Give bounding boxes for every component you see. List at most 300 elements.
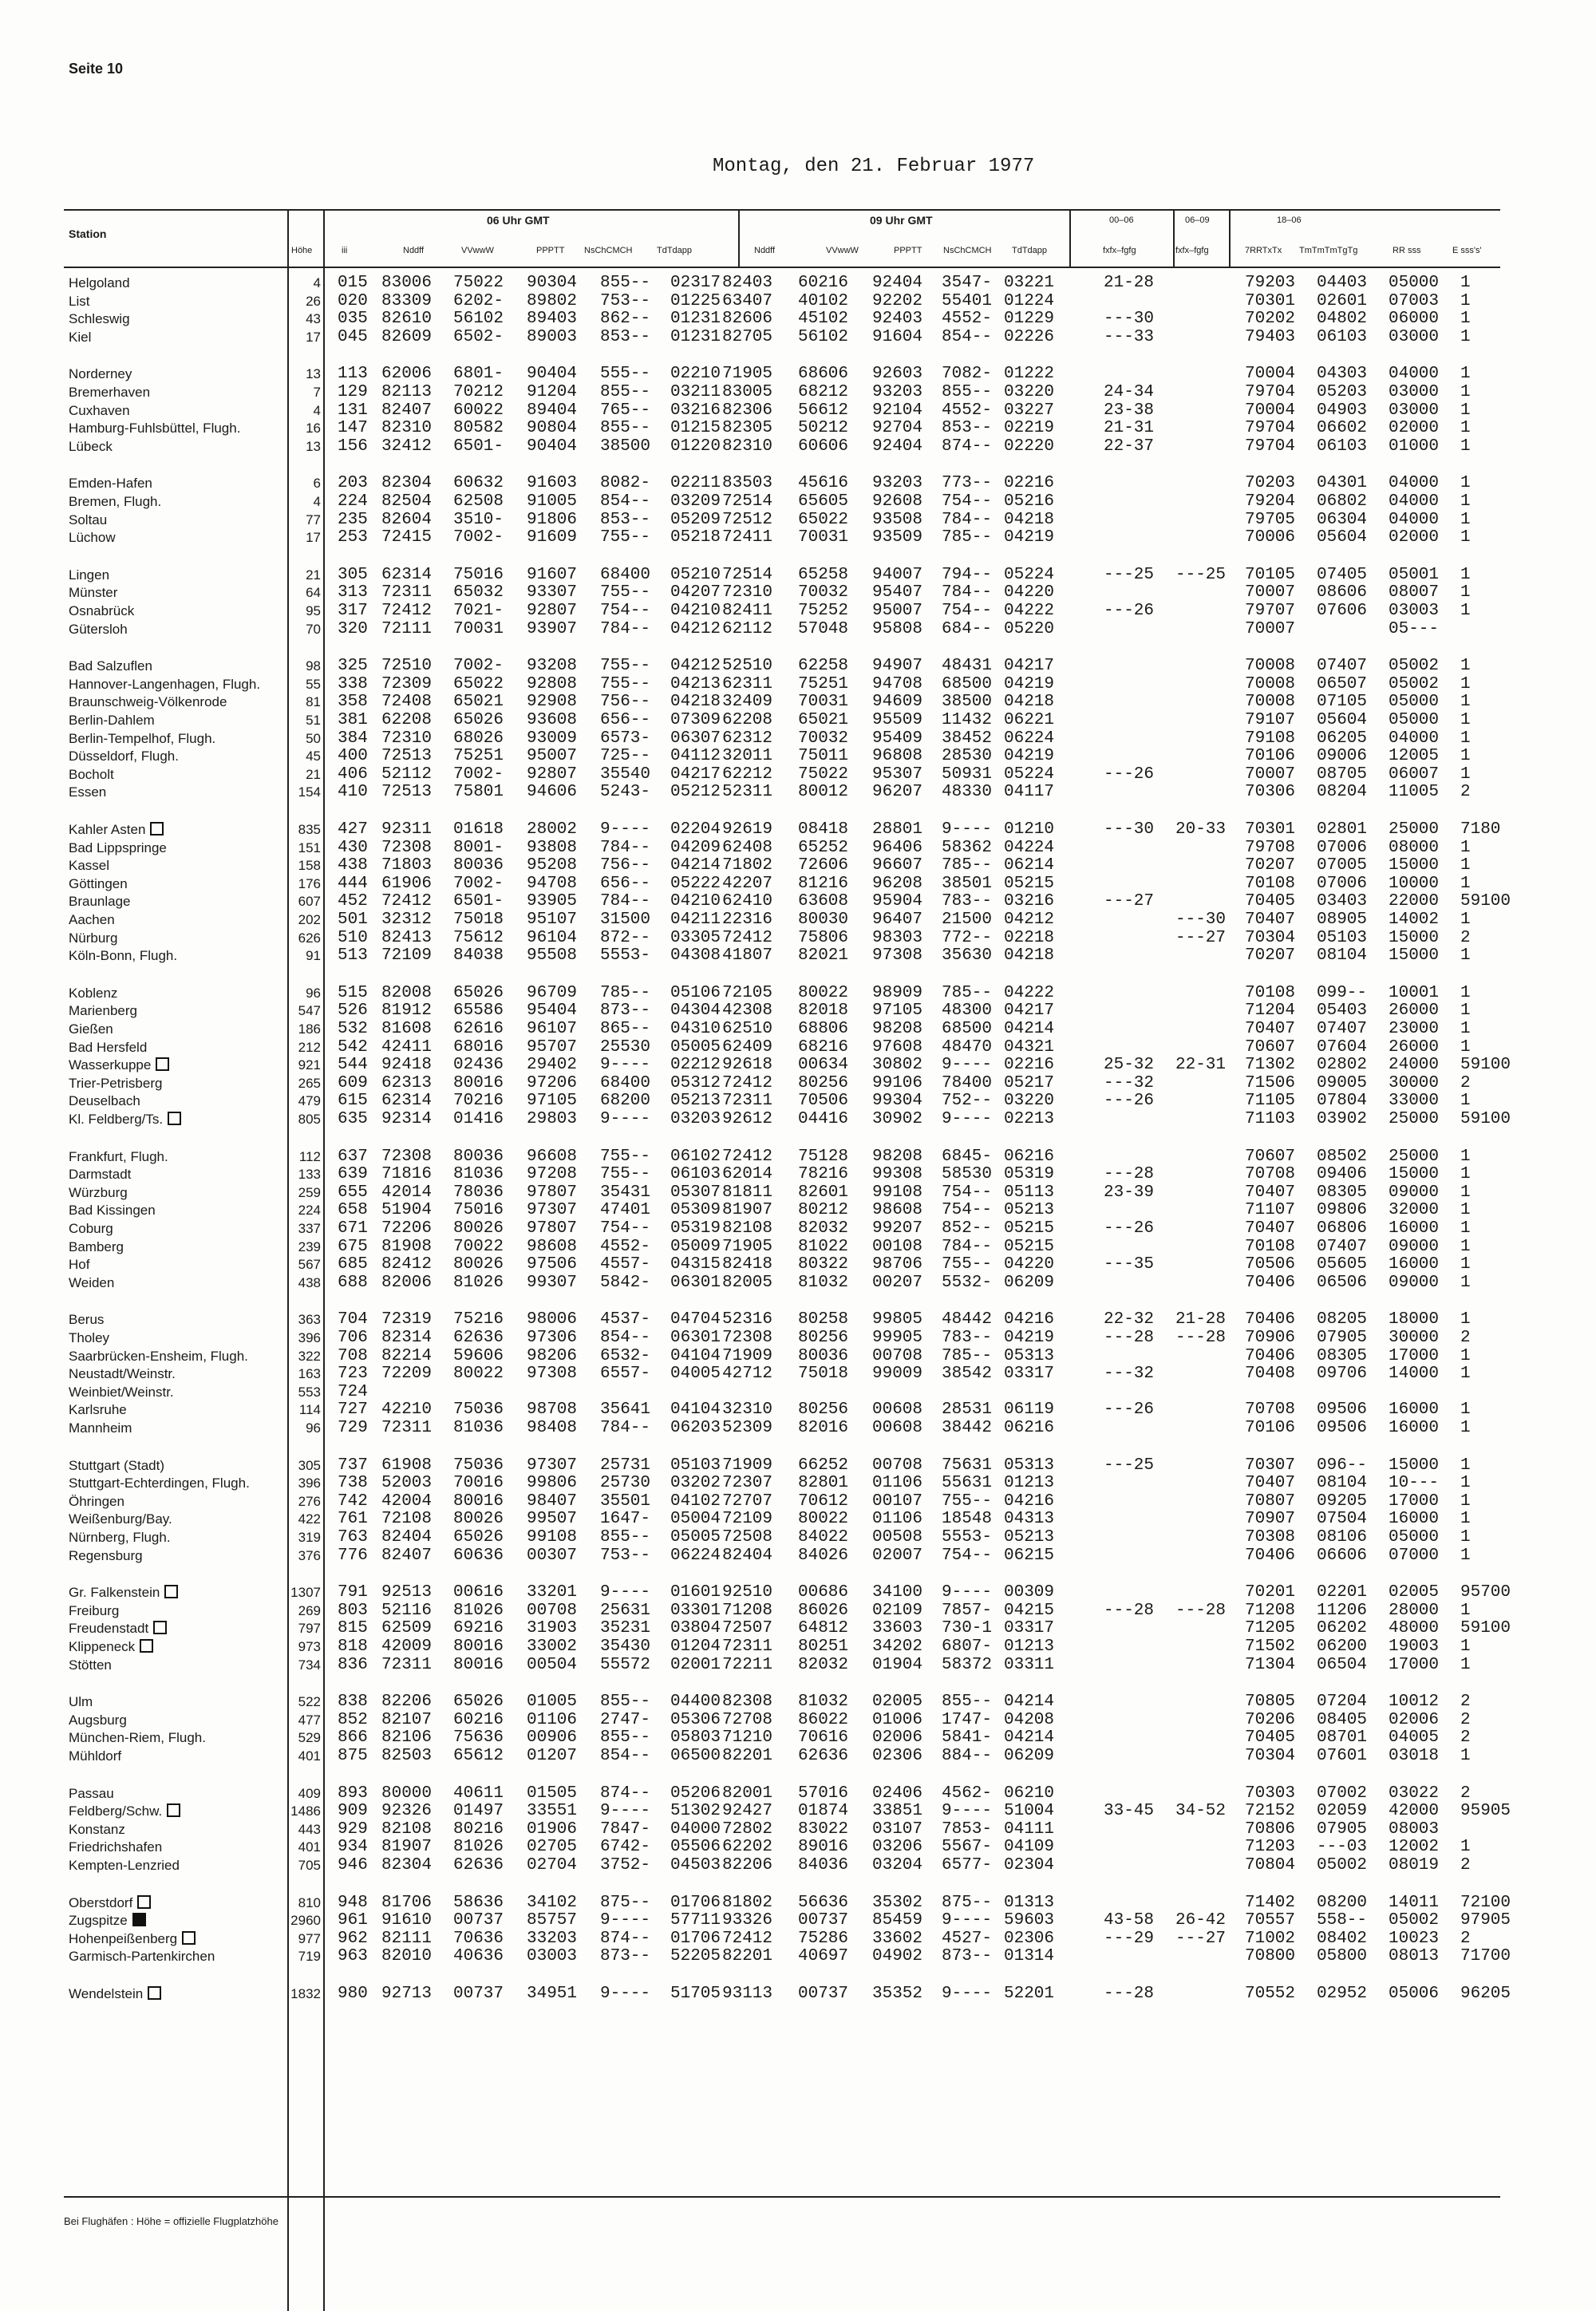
obs-cell: 82113 — [381, 383, 433, 401]
station-label: Bremerhaven — [69, 385, 151, 400]
obs-cell: 72411 — [722, 528, 773, 547]
obs-cell: 01106 — [872, 1510, 923, 1529]
filled-square-icon — [132, 1913, 146, 1926]
obs-cell: 05312 — [670, 1073, 721, 1092]
station-hoehe: 259 — [298, 1184, 321, 1200]
obs-cell: 71909 — [722, 1346, 773, 1365]
obs-cell: 70304 — [1245, 928, 1296, 947]
obs-cell: 06301 — [670, 1273, 721, 1292]
obs-cell: 82021 — [798, 946, 849, 966]
obs-cell: 09000 — [1389, 1183, 1440, 1202]
obs-cell: 82604 — [381, 510, 433, 529]
obs-cell: 08402 — [1317, 1929, 1368, 1948]
obs-cell: 72311 — [381, 1419, 433, 1437]
obs-cell: 04304 — [670, 1001, 721, 1021]
obs-cell: 22000 — [1389, 892, 1440, 911]
station-name — [69, 330, 91, 346]
obs-cell: 65026 — [453, 1528, 504, 1547]
obs-cell: 80022 — [798, 983, 849, 1002]
obs-cell: 95904 — [872, 892, 923, 911]
station-hoehe: 151 — [298, 839, 321, 855]
obs-cell: 93113 — [722, 1985, 773, 2003]
obs-cell: 70907 — [1245, 1510, 1296, 1529]
station-hoehe: 70 — [306, 621, 321, 637]
obs-cell: 02704 — [527, 1856, 578, 1874]
obs-cell: 04215 — [1004, 1601, 1055, 1620]
obs-cell: 79708 — [1245, 838, 1296, 857]
obs-cell: 11432 — [942, 711, 993, 729]
obs-cell: 92404 — [872, 274, 923, 292]
obs-cell: 04218 — [670, 693, 721, 712]
obs-cell: 02212 — [670, 1056, 721, 1075]
obs-cell: 03211 — [670, 383, 721, 401]
obs-cell: 783-- — [942, 1329, 993, 1347]
obs-cell: 06304 — [1317, 510, 1368, 529]
obs-cell: 81907 — [381, 1838, 433, 1857]
obs-cell: 04214 — [1004, 1728, 1055, 1748]
obs-cell: 04220 — [1004, 1255, 1055, 1274]
obs-cell: 92807 — [527, 602, 578, 620]
obs-cell: 97208 — [527, 1165, 578, 1184]
station-label: Friedrichshafen — [69, 1839, 163, 1855]
obs-cell: 89802 — [527, 291, 578, 310]
obs-cell: 03220 — [1004, 383, 1055, 401]
obs-cell: 05--- — [1389, 619, 1440, 638]
obs-cell: 70306 — [1245, 783, 1296, 802]
obs-cell: 82418 — [722, 1255, 773, 1274]
station-label: Köln-Bonn, Flugh. — [69, 948, 178, 964]
obs-cell: 06007 — [1389, 764, 1440, 784]
obs-cell: 35430 — [600, 1637, 651, 1656]
header-vvwww: VVwwW — [461, 246, 494, 255]
obs-cell: 52201 — [1004, 1985, 1055, 2003]
station-label: Darmstadt — [69, 1167, 132, 1183]
obs-cell: 43-58 — [1104, 1911, 1155, 1930]
obs-cell: 05113 — [1004, 1183, 1055, 1202]
obs-cell: 12002 — [1389, 1838, 1440, 1857]
obs-cell: 865-- — [600, 1020, 651, 1038]
obs-cell: 81908 — [381, 1237, 433, 1256]
obs-cell: 82407 — [381, 401, 433, 420]
obs-cell: 09806 — [1317, 1201, 1368, 1220]
obs-cell: 70406 — [1245, 1346, 1296, 1365]
obs-cell: 01106 — [872, 1474, 923, 1493]
station-label: Neustadt/Weinstr. — [69, 1366, 176, 1382]
station-name — [69, 385, 150, 401]
obs-cell: 08705 — [1317, 764, 1368, 784]
obs-cell: 1 — [1460, 1419, 1471, 1437]
obs-cell: 99304 — [872, 1092, 923, 1111]
obs-cell: 71107 — [1245, 1201, 1296, 1220]
obs-cell: 38442 — [942, 1419, 993, 1437]
obs-cell: 1 — [1460, 838, 1471, 857]
obs-cell: 70301 — [1245, 820, 1296, 839]
obs-cell: 01215 — [670, 419, 721, 438]
obs-cell: 79204 — [1245, 492, 1296, 511]
obs-cell: 26-42 — [1175, 1911, 1227, 1930]
obs-cell: 96407 — [872, 911, 923, 929]
station-hoehe: 50 — [306, 730, 321, 746]
obs-cell: 05218 — [670, 528, 721, 547]
obs-cell: 70408 — [1245, 1365, 1296, 1384]
obs-cell: 32412 — [381, 437, 433, 456]
station-name — [69, 1786, 114, 1802]
station-hoehe: 376 — [298, 1547, 321, 1563]
obs-cell: 2 — [1460, 1710, 1471, 1729]
obs-cell: 02952 — [1317, 1985, 1368, 2003]
station-label: Tholey — [69, 1330, 110, 1345]
station-label: Münster — [69, 585, 118, 601]
obs-cell: 79705 — [1245, 510, 1296, 529]
obs-cell: 785-- — [600, 983, 651, 1002]
obs-cell: 70031 — [798, 693, 849, 712]
obs-cell: 70708 — [1245, 1400, 1296, 1420]
obs-cell: 4552- — [600, 1237, 651, 1256]
obs-cell: 48330 — [942, 783, 993, 802]
obs-cell: 45616 — [798, 474, 849, 493]
obs-cell: 05222 — [670, 874, 721, 893]
obs-cell: 51904 — [381, 1201, 433, 1220]
obs-cell: 91603 — [527, 474, 578, 493]
obs-cell: 72707 — [722, 1491, 773, 1511]
station-label: Norderney — [69, 366, 132, 382]
open-square-icon — [137, 1895, 151, 1909]
obs-cell: 4527- — [942, 1929, 993, 1948]
obs-cell: 45102 — [798, 310, 849, 329]
obs-cell: 1 — [1460, 1655, 1471, 1674]
obs-cell: 95404 — [527, 1001, 578, 1021]
obs-cell: 91610 — [381, 1911, 433, 1930]
obs-cell: 98208 — [872, 1147, 923, 1166]
obs-cell: 04104 — [670, 1400, 721, 1420]
obs-cell: 62410 — [722, 892, 773, 911]
obs-cell: 91204 — [527, 383, 578, 401]
obs-cell: 29402 — [527, 1056, 578, 1075]
obs-cell: 75022 — [798, 764, 849, 784]
obs-cell: 1 — [1460, 674, 1471, 693]
obs-cell: 04214 — [670, 856, 721, 875]
obs-cell: 71208 — [1245, 1601, 1296, 1620]
obs-cell: 2 — [1460, 1693, 1471, 1712]
obs-cell: 71204 — [1245, 1001, 1296, 1021]
station-name — [69, 1621, 167, 1637]
obs-cell: 71700 — [1460, 1947, 1511, 1966]
obs-cell: 85459 — [872, 1911, 923, 1930]
obs-cell: 70031 — [453, 619, 504, 638]
obs-cell: ---28 — [1175, 1329, 1227, 1347]
obs-cell: 855-- — [600, 383, 651, 401]
obs-cell: 95808 — [872, 619, 923, 638]
obs-cell: 1 — [1460, 274, 1471, 292]
obs-cell: 62312 — [722, 729, 773, 748]
obs-cell: 00504 — [527, 1655, 578, 1674]
obs-cell: 38542 — [942, 1365, 993, 1384]
obs-cell: 70007 — [1245, 583, 1296, 602]
obs-cell: 02000 — [1389, 419, 1440, 438]
obs-cell: 01210 — [1004, 820, 1055, 839]
obs-cell: 756-- — [600, 856, 651, 875]
obs-cell: 6501- — [453, 892, 504, 911]
station-name — [69, 1239, 124, 1255]
obs-cell: 72408 — [381, 693, 433, 712]
obs-cell: 07002 — [1317, 1784, 1368, 1803]
obs-cell: 04218 — [1004, 510, 1055, 529]
obs-cell: 75252 — [798, 602, 849, 620]
obs-cell: 2 — [1460, 928, 1471, 947]
obs-cell: 75636 — [453, 1728, 504, 1748]
obs-cell: 70108 — [1245, 874, 1296, 893]
station-name — [69, 1713, 127, 1728]
station-name — [69, 366, 132, 382]
obs-cell: 963 — [338, 1947, 368, 1966]
obs-cell: 07407 — [1317, 657, 1368, 676]
obs-cell: 84022 — [798, 1528, 849, 1547]
obs-cell: 1 — [1460, 1020, 1471, 1038]
obs-cell: 875-- — [600, 1893, 651, 1912]
station-hoehe: 26 — [306, 293, 321, 309]
obs-cell: 04212 — [670, 657, 721, 676]
obs-cell: 82111 — [381, 1929, 433, 1948]
obs-cell: 82016 — [798, 1419, 849, 1437]
station-name — [69, 476, 152, 492]
obs-cell: 08502 — [1317, 1147, 1368, 1166]
obs-cell: 16000 — [1389, 1400, 1440, 1420]
obs-cell: 97105 — [527, 1092, 578, 1111]
obs-cell: 21-31 — [1104, 419, 1155, 438]
obs-cell: 59100 — [1460, 892, 1511, 911]
obs-cell: 55572 — [600, 1655, 651, 1674]
obs-cell: 909 — [338, 1802, 368, 1821]
obs-cell: 00608 — [872, 1419, 923, 1437]
obs-cell: 80016 — [453, 1491, 504, 1511]
obs-cell: 772-- — [942, 928, 993, 947]
obs-cell: 72309 — [381, 674, 433, 693]
obs-cell: 95107 — [527, 911, 578, 929]
obs-cell: 97807 — [527, 1183, 578, 1202]
obs-cell: 05313 — [1004, 1346, 1055, 1365]
obs-cell: 873-- — [600, 1001, 651, 1021]
station-hoehe: 133 — [298, 1167, 321, 1183]
obs-cell: 33603 — [872, 1619, 923, 1638]
station-label: Schleswig — [69, 311, 130, 327]
obs-cell: 02001 — [670, 1655, 721, 1674]
obs-cell: 00737 — [798, 1985, 849, 2003]
obs-cell: 761 — [338, 1510, 368, 1529]
station-label: Kahler Asten — [69, 822, 146, 837]
obs-cell: 05506 — [670, 1838, 721, 1857]
obs-cell: 80012 — [798, 783, 849, 802]
obs-cell: 05005 — [670, 1528, 721, 1547]
station-name — [69, 1803, 180, 1819]
obs-cell: 755-- — [600, 583, 651, 602]
obs-cell: 09006 — [1317, 747, 1368, 766]
station-hoehe: 43 — [306, 311, 321, 327]
obs-cell: 784-- — [600, 892, 651, 911]
header-station: Station — [69, 227, 107, 240]
obs-cell: 62014 — [722, 1165, 773, 1184]
obs-cell: 2 — [1460, 1728, 1471, 1748]
obs-cell: 55631 — [942, 1474, 993, 1493]
station-hoehe: 522 — [298, 1694, 321, 1710]
obs-cell: 80036 — [453, 1147, 504, 1166]
obs-cell: 72308 — [381, 838, 433, 857]
obs-cell: 03804 — [670, 1619, 721, 1638]
obs-cell: 06214 — [1004, 856, 1055, 875]
obs-cell: 1 — [1460, 492, 1471, 511]
obs-cell: 755-- — [600, 657, 651, 676]
obs-cell: 07204 — [1317, 1693, 1368, 1712]
station-label: Feldberg/Schw. — [69, 1803, 163, 1819]
obs-cell: 01000 — [1389, 437, 1440, 456]
obs-cell: 04903 — [1317, 401, 1368, 420]
obs-cell: 7857- — [942, 1601, 993, 1620]
obs-cell: 75018 — [453, 911, 504, 929]
obs-cell: 60632 — [453, 474, 504, 493]
obs-cell: 82108 — [381, 1819, 433, 1839]
obs-cell: 06000 — [1389, 310, 1440, 329]
obs-cell: 80026 — [453, 1510, 504, 1529]
obs-cell: 70004 — [1245, 401, 1296, 420]
obs-cell: 75036 — [453, 1456, 504, 1475]
obs-cell: 444 — [338, 874, 368, 893]
obs-cell: 40636 — [453, 1947, 504, 1966]
obs-cell: 03216 — [670, 401, 721, 420]
station-hoehe: 409 — [298, 1785, 321, 1801]
obs-cell: 70108 — [1245, 983, 1296, 1002]
obs-cell: 9---- — [600, 1056, 651, 1075]
obs-cell: 866 — [338, 1728, 368, 1748]
obs-cell: 92704 — [872, 419, 923, 438]
obs-cell: 81026 — [453, 1601, 504, 1620]
obs-cell: 62408 — [722, 838, 773, 857]
obs-cell: 97905 — [1460, 1911, 1511, 1930]
header-rr: 7RRTxTx — [1245, 246, 1282, 255]
obs-cell: 82010 — [381, 1947, 433, 1966]
obs-cell: 05002 — [1389, 674, 1440, 693]
obs-cell: 15000 — [1389, 928, 1440, 947]
obs-cell: 05216 — [1004, 492, 1055, 511]
obs-cell: ---26 — [1104, 602, 1155, 620]
gmt06-divider — [738, 209, 740, 268]
obs-cell: 1 — [1460, 528, 1471, 547]
obs-cell: 1 — [1460, 711, 1471, 729]
obs-cell: 80022 — [453, 1365, 504, 1384]
obs-cell: 52205 — [670, 1947, 721, 1966]
obs-cell: 946 — [338, 1856, 368, 1874]
obs-cell: 04112 — [670, 747, 721, 766]
station-hoehe: 443 — [298, 1821, 321, 1837]
obs-cell: ---25 — [1104, 1456, 1155, 1475]
obs-cell: 784-- — [600, 1419, 651, 1437]
obs-cell: 01224 — [1004, 291, 1055, 310]
obs-cell: 99905 — [872, 1329, 923, 1347]
obs-cell: 97308 — [872, 946, 923, 966]
obs-cell: 70106 — [1245, 747, 1296, 766]
obs-cell: ---28 — [1104, 1329, 1155, 1347]
obs-cell: 82206 — [722, 1856, 773, 1874]
obs-cell: 72412 — [722, 1073, 773, 1092]
obs-cell: 81026 — [453, 1273, 504, 1292]
obs-cell: 203 — [338, 474, 368, 493]
obs-cell: 82314 — [381, 1329, 433, 1347]
obs-cell: 929 — [338, 1819, 368, 1839]
obs-cell: 738 — [338, 1474, 368, 1493]
obs-cell: 83005 — [722, 383, 773, 401]
obs-cell: 4557- — [600, 1255, 651, 1274]
obs-cell: 08104 — [1317, 946, 1368, 966]
obs-cell: 82310 — [381, 419, 433, 438]
obs-cell: 92427 — [722, 1802, 773, 1821]
header-nschcmch: NsChCMCH — [584, 246, 633, 255]
obs-cell: 05604 — [1317, 711, 1368, 729]
obs-cell: 501 — [338, 911, 368, 929]
obs-cell: 51302 — [670, 1802, 721, 1821]
station-hoehe: 7 — [313, 385, 321, 400]
obs-cell: 855-- — [600, 1693, 651, 1712]
obs-cell: 755-- — [600, 674, 651, 693]
station-hoehe: 13 — [306, 438, 321, 454]
obs-cell: 05004 — [670, 1510, 721, 1529]
obs-cell: 80216 — [453, 1819, 504, 1839]
obs-cell: 639 — [338, 1165, 368, 1184]
obs-cell: 71105 — [1245, 1092, 1296, 1111]
obs-cell: 305 — [338, 565, 368, 584]
station-hoehe: 176 — [298, 875, 321, 891]
obs-cell: 42411 — [381, 1037, 433, 1057]
obs-cell: 52003 — [381, 1474, 433, 1493]
obs-cell: 71203 — [1245, 1838, 1296, 1857]
obs-cell: 35641 — [600, 1400, 651, 1420]
obs-cell: 68016 — [453, 1037, 504, 1057]
obs-cell: 03000 — [1389, 327, 1440, 346]
obs-cell: 04416 — [798, 1110, 849, 1128]
station-label: Mannheim — [69, 1420, 132, 1436]
obs-cell: 655 — [338, 1183, 368, 1202]
obs-cell: 06209 — [1004, 1273, 1055, 1292]
open-square-icon — [156, 1057, 169, 1071]
obs-cell: 754-- — [942, 1546, 993, 1565]
station-label: Essen — [69, 784, 107, 800]
p06-divider — [1173, 209, 1175, 268]
obs-cell: 96607 — [872, 856, 923, 875]
obs-cell: 31500 — [600, 911, 651, 929]
obs-cell: 01601 — [670, 1583, 721, 1602]
obs-cell: 75018 — [798, 1365, 849, 1384]
obs-cell: 70607 — [1245, 1147, 1296, 1166]
station-hoehe: 479 — [298, 1093, 321, 1109]
obs-cell: 72100 — [1460, 1893, 1511, 1912]
obs-cell: 06202 — [1317, 1619, 1368, 1638]
obs-cell: 00737 — [453, 1985, 504, 2003]
obs-cell: 42210 — [381, 1400, 433, 1420]
obs-cell: 71208 — [722, 1601, 773, 1620]
obs-cell: 784-- — [942, 583, 993, 602]
station-hoehe: 4 — [313, 275, 321, 290]
obs-cell: 98206 — [527, 1346, 578, 1365]
obs-cell: 04308 — [670, 946, 721, 966]
obs-cell: 70800 — [1245, 1947, 1296, 1966]
obs-cell: 68026 — [453, 729, 504, 748]
obs-cell: ---27 — [1175, 1929, 1227, 1948]
obs-cell: 72513 — [381, 783, 433, 802]
obs-cell: 69216 — [453, 1619, 504, 1638]
obs-cell: 04503 — [670, 1856, 721, 1874]
obs-cell: 97105 — [872, 1001, 923, 1021]
obs-cell: 08905 — [1317, 911, 1368, 929]
obs-cell: 65026 — [453, 983, 504, 1002]
obs-cell: 10000 — [1389, 874, 1440, 893]
obs-cell: 1 — [1460, 1474, 1471, 1493]
